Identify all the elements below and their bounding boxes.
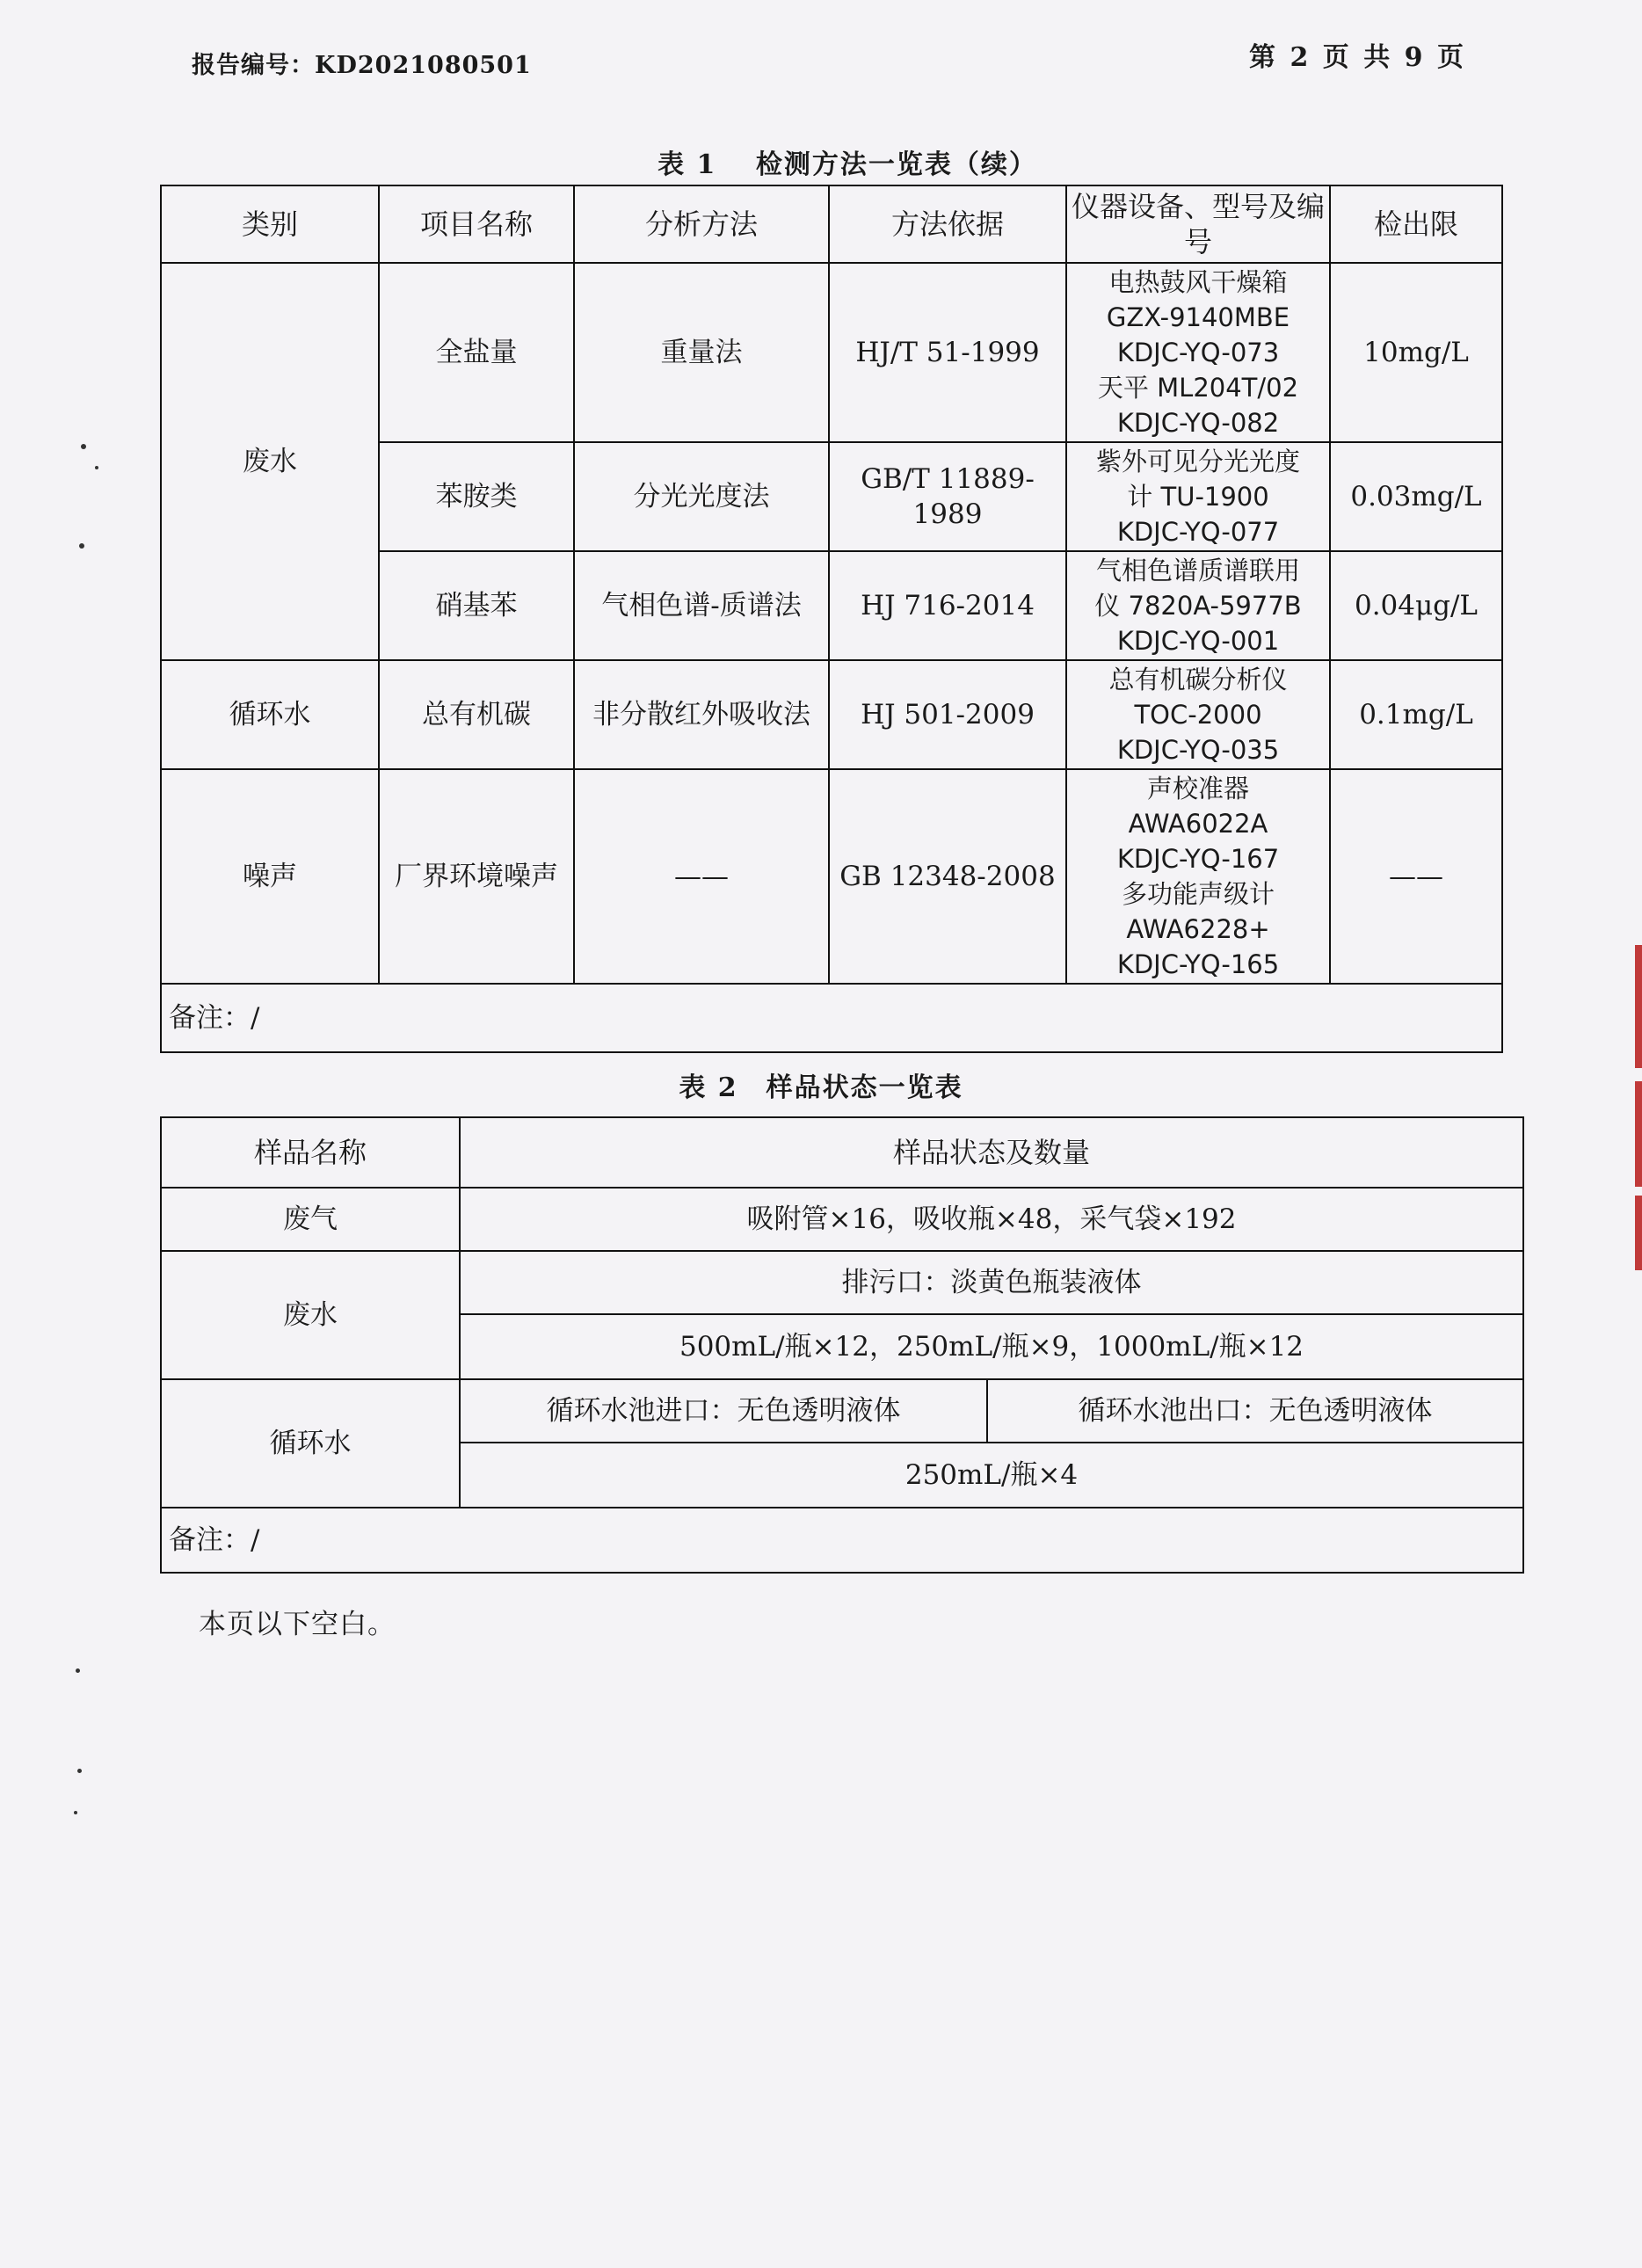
scan-speck — [95, 466, 98, 469]
page-info: 第 2 页 共 9 页 — [1249, 42, 1466, 73]
method-cell: —— — [574, 769, 829, 984]
equipment-cell — [1066, 442, 1330, 551]
equipment-line: KDJC-YQ-165 — [1116, 949, 1280, 979]
sample-quantity-cell: 250mL/瓶×4 — [460, 1443, 1523, 1508]
edge-mark — [1635, 1196, 1642, 1270]
column-header: 样品名称 — [161, 1117, 460, 1188]
sample-status-cell: 循环水池进口：无色透明液体 — [460, 1379, 987, 1443]
item-cell: 厂界环境噪声 — [379, 769, 574, 984]
basis-cell: HJ 501-2009 — [829, 660, 1066, 769]
column-header: 仪器设备、型号及编号 — [1066, 185, 1330, 263]
remark-row — [161, 1508, 1523, 1573]
edge-mark — [1635, 945, 1642, 1068]
equipment-line: KDJC-YQ-035 — [1116, 735, 1280, 765]
sample-name-cell: 废气 — [161, 1188, 460, 1251]
category-cell: 废水 — [161, 263, 379, 660]
scan-speck — [74, 1811, 77, 1814]
table-header-row — [161, 1117, 1523, 1188]
page-header — [192, 35, 1466, 88]
equipment-line: AWA6022A — [1128, 809, 1268, 839]
equipment-line: GZX-9140MBE — [1106, 302, 1290, 332]
column-header: 分析方法 — [574, 185, 829, 263]
equipment-cell — [1066, 551, 1330, 660]
equipment-line: AWA6228+ — [1126, 914, 1270, 944]
equipment-line: 天平 ML204T/02 — [1097, 373, 1299, 403]
blank-below-note: 本页以下空白。 — [199, 1609, 396, 1640]
equipment-line: 多功能声级计 — [1121, 879, 1275, 909]
basis-cell: HJ/T 51-1999 — [829, 263, 1066, 442]
equipment-line: KDJC-YQ-077 — [1116, 517, 1280, 547]
item-cell: 总有机碳 — [379, 660, 574, 769]
sample-status-cell: 吸附管×16，吸收瓶×48，采气袋×192 — [460, 1188, 1523, 1251]
edge-mark — [1635, 1081, 1642, 1187]
method-cell: 非分散红外吸收法 — [574, 660, 829, 769]
table-row — [161, 769, 1502, 984]
sample-name-cell: 废水 — [161, 1251, 460, 1379]
table-row — [161, 660, 1502, 769]
method-cell: 气相色谱-质谱法 — [574, 551, 829, 660]
table-row — [161, 263, 1502, 442]
table-row — [161, 1251, 1523, 1314]
equipment-cell — [1066, 660, 1330, 769]
limit-cell: 0.03mg/L — [1330, 442, 1502, 551]
table-row — [161, 1379, 1523, 1443]
equipment-line: 总有机碳分析仪 — [1108, 665, 1288, 694]
limit-cell: —— — [1330, 769, 1502, 984]
table1-title: 表 1 检测方法一览表（续） — [658, 149, 1037, 180]
column-header: 检出限 — [1330, 185, 1502, 263]
basis-cell: HJ 716-2014 — [829, 551, 1066, 660]
item-cell: 全盐量 — [379, 263, 574, 442]
limit-cell: 0.04μg/L — [1330, 551, 1502, 660]
sample-status-table — [160, 1116, 1524, 1574]
limit-cell: 0.1mg/L — [1330, 660, 1502, 769]
table2-title: 表 2 样品状态一览表 — [679, 1072, 963, 1103]
scan-speck — [81, 444, 86, 449]
remark-row — [161, 984, 1502, 1052]
equipment-line: 电热鼓风干燥箱 — [1108, 267, 1288, 297]
equipment-line: TOC-2000 — [1134, 700, 1262, 730]
equipment-line: KDJC-YQ-073 — [1116, 338, 1280, 367]
detection-methods-table — [160, 185, 1503, 1053]
category-cell: 噪声 — [161, 769, 379, 984]
column-header: 样品状态及数量 — [460, 1117, 1523, 1188]
equipment-line: KDJC-YQ-167 — [1116, 844, 1280, 874]
equipment-line: KDJC-YQ-001 — [1116, 626, 1280, 656]
equipment-cell — [1066, 769, 1330, 984]
equipment-line: 仪 7820A-5977B — [1094, 591, 1302, 621]
equipment-line: 声校准器 — [1146, 774, 1249, 803]
table-header-row — [161, 185, 1502, 263]
equipment-line: 气相色谱质谱联用 — [1095, 556, 1300, 585]
item-cell: 苯胺类 — [379, 442, 574, 551]
report-number: 报告编号：KD2021080501 — [192, 52, 532, 79]
equipment-line: KDJC-YQ-082 — [1116, 408, 1280, 438]
sample-quantity-cell: 500mL/瓶×12，250mL/瓶×9，1000mL/瓶×12 — [460, 1314, 1523, 1379]
equipment-line: 紫外可见分光光度 — [1095, 447, 1300, 476]
column-header: 方法依据 — [829, 185, 1066, 263]
item-cell: 硝基苯 — [379, 551, 574, 660]
method-cell: 重量法 — [574, 263, 829, 442]
equipment-cell — [1066, 263, 1330, 442]
column-header: 项目名称 — [379, 185, 574, 263]
table-row — [161, 1188, 1523, 1251]
scan-speck — [77, 1769, 82, 1773]
method-cell: 分光光度法 — [574, 442, 829, 551]
limit-cell: 10mg/L — [1330, 263, 1502, 442]
scan-speck — [76, 1668, 80, 1673]
remark: 备注：/ — [161, 1508, 1523, 1573]
basis-cell: GB 12348-2008 — [829, 769, 1066, 984]
equipment-line: 计 TU-1900 — [1127, 482, 1269, 512]
basis-cell: GB/T 11889-1989 — [829, 442, 1066, 551]
scan-speck — [79, 543, 84, 549]
sample-status-cell: 循环水池出口：无色透明液体 — [987, 1379, 1523, 1443]
column-header: 类别 — [161, 185, 379, 263]
category-cell: 循环水 — [161, 660, 379, 769]
remark: 备注：/ — [161, 984, 1502, 1052]
sample-name-cell: 循环水 — [161, 1379, 460, 1508]
sample-status-cell: 排污口：淡黄色瓶装液体 — [460, 1251, 1523, 1314]
